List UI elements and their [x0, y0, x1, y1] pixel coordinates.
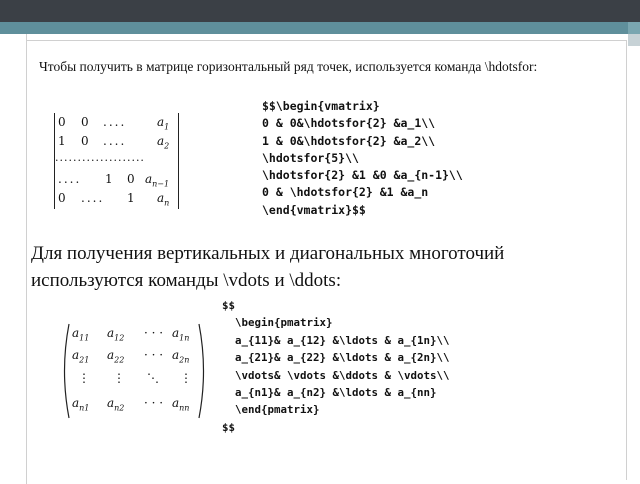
- matrix-dots: · · ·: [144, 396, 164, 410]
- matrix-dots: · · ·: [144, 348, 164, 362]
- slide-border-left: [26, 34, 27, 484]
- matrix-cell: $a_{2n}$: [172, 348, 190, 365]
- header-corner-strip: [628, 34, 640, 46]
- matrix-cell: 0: [81, 115, 89, 129]
- matrix-dots: ....: [103, 134, 127, 148]
- vdots-cell: ⋮: [180, 371, 192, 385]
- matrix-dots: ....: [58, 172, 82, 186]
- matrix-cell: $a_{21}$: [72, 348, 90, 365]
- matrix-row: [57, 170, 177, 188]
- pmatrix-latex-code: $$ \begin{pmatrix} a_{11}& a_{12} &\ldots & a_{1n}\\ a_{21}& a_{22} &\ldots & a_{2n}\\ \vdots& \vdots &\ddots & \vdots\\ a_{n1}& a_{n2} &\ldots & a_{nn} \end{pmatrix} $$: [222, 299, 450, 434]
- second-paragraph: Для получения вертикальных и диагональных многоточий используются команды \vdots и \ddots:: [31, 243, 505, 291]
- matrix-cell: $a_{n2}$: [107, 396, 125, 413]
- header-accent-corner: [628, 22, 640, 34]
- ddots-cell: ⋱: [147, 371, 159, 385]
- matrix-cell: 1: [127, 191, 135, 205]
- vmatrix-example: [54, 113, 180, 209]
- matrix-cell: $a_n$: [157, 191, 170, 208]
- matrix-cell: $a_{12}$: [107, 326, 125, 343]
- matrix-dots: · · ·: [144, 326, 164, 340]
- pmatrix-example: [60, 323, 210, 419]
- matrix-cell: $a_{11}$: [72, 326, 90, 343]
- left-paren: [60, 323, 70, 419]
- matrix-dots: ....: [81, 191, 105, 205]
- slide-border-right: [626, 40, 627, 480]
- matrix-cell: $a_{n-1}$: [145, 172, 170, 189]
- matrix-cell: $a_{n1}$: [72, 396, 90, 413]
- vdots-cell: ⋮: [113, 371, 125, 385]
- matrix-dots: ....................: [55, 151, 145, 164]
- vmatrix-latex-code: $$\begin{vmatrix} 0 & 0&\hdotsfor{2} &a_1\\ 1 & 0&\hdotsfor{2} &a_2\\ \hdotsfor{5}\\ \hdotsfor{2} &1 &0 &a_{n-1}\\ 0 & \hdotsfor{2} &1 &a_n \end{vmatrix}$$: [262, 99, 463, 217]
- matrix-row: [57, 132, 177, 150]
- right-paren: [198, 323, 208, 419]
- intro-paragraph: Чтобы получить в матрице горизонтальный ряд точек, используется команда \hdotsfor:: [39, 59, 538, 74]
- matrix-cell: $a_{22}$: [107, 348, 125, 365]
- matrix-row: [57, 113, 177, 131]
- matrix-cell: 0: [58, 191, 66, 205]
- matrix-cell: 0: [127, 172, 135, 186]
- header-accent-bar: [0, 22, 628, 34]
- vmatrix-right-bar: [178, 113, 179, 209]
- matrix-row: [57, 189, 177, 207]
- vdots-cell: ⋮: [78, 371, 90, 385]
- matrix-cell: 1: [58, 134, 66, 148]
- matrix-row: [57, 151, 177, 169]
- header-dark-bar: [0, 0, 640, 22]
- matrix-cell: $a_{1n}$: [172, 326, 190, 343]
- slide-border-top: [26, 40, 626, 41]
- matrix-cell: 1: [105, 172, 113, 186]
- matrix-cell: 0: [81, 134, 89, 148]
- matrix-dots: ....: [103, 115, 127, 129]
- matrix-cell: $a_1$: [157, 115, 170, 132]
- matrix-cell: 0: [58, 115, 66, 129]
- matrix-cell: $a_2$: [157, 134, 170, 151]
- matrix-cell: $a_{nn}$: [172, 396, 190, 413]
